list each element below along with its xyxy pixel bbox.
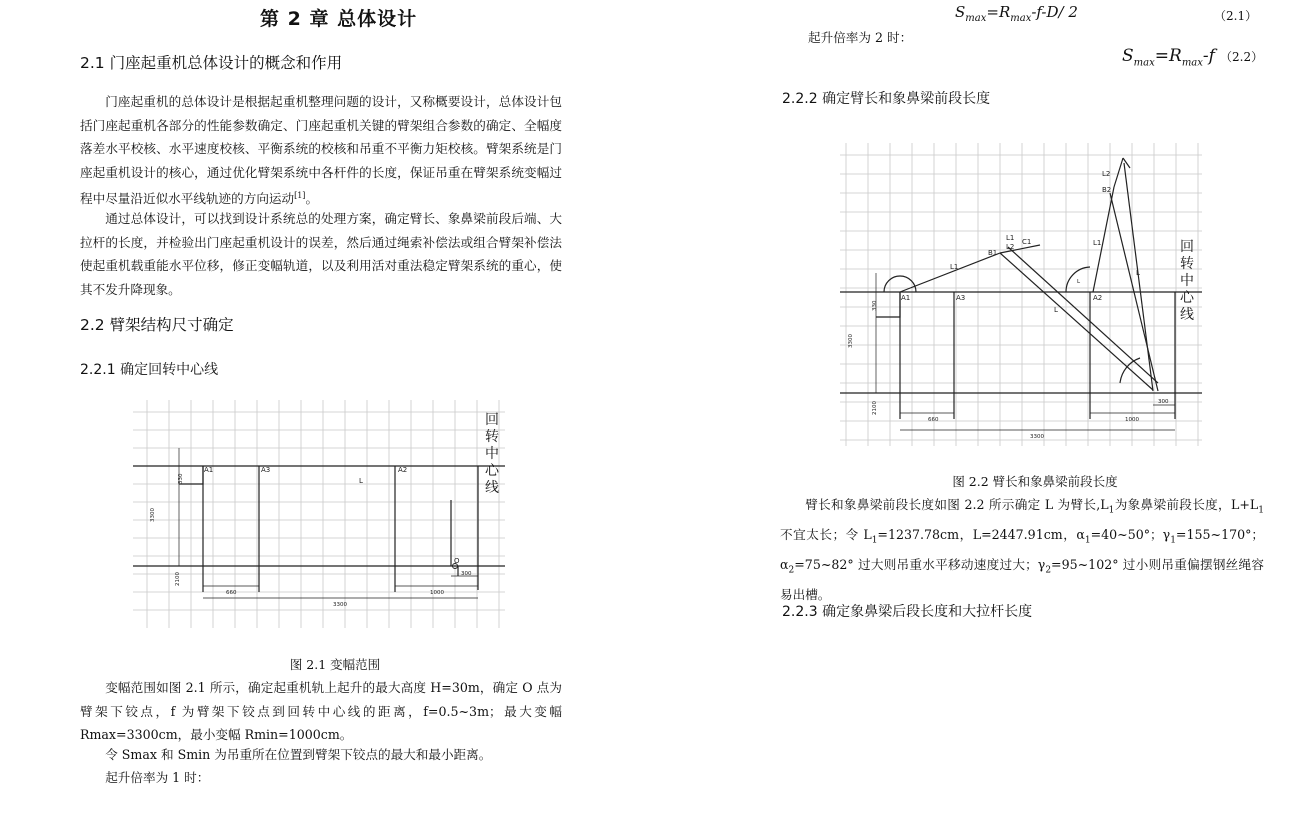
text-hoist-ratio-1: 起升倍率为 1 时： xyxy=(105,770,210,785)
section-2-1-heading: 2.1 门座起重机总体设计的概念和作用 xyxy=(80,54,343,72)
fig2-label-b1: B1 xyxy=(988,249,998,257)
section-2-2-1-heading: 2.2.1 确定回转中心线 xyxy=(80,362,219,378)
fig1-dim-330: 330 xyxy=(178,473,184,484)
fig2-dim-300: 300 xyxy=(1158,399,1169,405)
equation-2-1-number: （2.1） xyxy=(1214,9,1258,23)
fig1-dim-3300-v: 3300 xyxy=(150,508,156,522)
fig2-label-l-c: L xyxy=(1077,279,1081,285)
fig1-rotation-centerline-label: 回 转 中 心 线 xyxy=(485,412,499,496)
fig1-dim-1000: 1000 xyxy=(430,590,444,596)
fig2-dim-3300-v: 3300 xyxy=(848,334,854,348)
fig2-label-l1-b: L1 xyxy=(950,263,959,271)
fig1-dim-300: 300 xyxy=(461,571,472,577)
equation-2-2: $S_{max}=R_{max}-f$ （2.2） xyxy=(1122,46,1264,69)
fig1-label-a1: A1 xyxy=(204,466,214,474)
fig2-dim-2100: 2100 xyxy=(872,401,878,415)
figure-2-2-caption: 图 2.2 臂长和象鼻梁前段长度 xyxy=(952,474,1118,489)
fig1-label-a2: A2 xyxy=(398,466,408,474)
fig2-label-c1: C1 xyxy=(1022,238,1032,246)
fig2-label-l1-a: L1 xyxy=(1006,234,1015,242)
fig2-label-l-a: L xyxy=(1054,306,1058,314)
chapter-title: 第 2 章 总体设计 xyxy=(260,8,418,30)
luffing-range-drawing xyxy=(133,400,505,628)
fig1-label-a3: A3 xyxy=(261,466,271,474)
paragraph-boom-length: 臂长和象鼻梁前段长度如图 2.2 所示确定 L 为臂长$,L_1$为象鼻梁前段长度，$L+L_1$不宜太长；令 $L_1=1237.78cm$，L=2447.91cm，$\alpha_1=40\sim 50^\circ$；$\gamma_1=155\sim 170^\circ$；$\alpha_2=75\sim 82^\circ$ 过大则吊重水平移动速度过大；$\gamma_2=95\sim 102^\circ$ 过小则吊重偏摆钢丝绳容易出槽。 xyxy=(780,497,1265,603)
figure-2-1-caption: 图 2.1 变幅范围 xyxy=(289,657,381,672)
fig1-label-l: L xyxy=(359,477,363,485)
fig1-dim-660: 660 xyxy=(226,590,237,596)
boom-and-jib-drawing xyxy=(840,143,1202,446)
section-2-2-2-heading: 2.2.2 确定臂长和象鼻梁前段长度 xyxy=(782,91,991,107)
figure-boom-and-jib xyxy=(840,143,1202,446)
fig2-dim-1000: 1000 xyxy=(1125,417,1139,423)
fig2-rotation-centerline-label: 回 转 中 心 线 xyxy=(1180,239,1194,323)
fig2-label-b2: B2 xyxy=(1102,186,1112,194)
fig2-label-l2-a: L2 xyxy=(1006,243,1015,251)
fig1-label-o: O xyxy=(454,557,460,565)
fig2-dim-3300-h: 3300 xyxy=(1030,434,1044,440)
paragraph-design-solution: 通过总体设计，可以找到设计系统总的处理方案，确定臂长、象鼻梁前段后端、大拉杆的长度，并检验出门座起重机设计的误差，然后通过绳索补偿法或组合臂架补偿法使起重机载重能水平位移，修正变幅轨道，以及利用活对重法稳定臂架系统的重心，使其不发升降现象。 xyxy=(80,211,562,297)
paragraph-smax-smin: 令 Smax 和 Smin 为吊重所在位置到臂架下铰点的最大和最小距离。 xyxy=(105,747,492,762)
fig2-dim-660: 660 xyxy=(928,417,939,423)
paragraph-overall-design: 门座起重机的总体设计是根据起重机整理问题的设计，又称概要设计，总体设计包括门座起重机各部分的性能参数确定、门座起重机关键的臂架组合参数的确定、全幅度落差水平校核、水平速度校核、平衡系统的校核和吊重不平衡力矩校核。臂架系统是门座起重机设计的核心，通过优化臂架系统中各杆件的长度，保证吊重在臂架系统变幅过程中尽量沿近似水平线轨迹的方向运动[1]。 xyxy=(80,94,562,207)
fig2-label-l-b: L xyxy=(1136,269,1140,277)
paragraph-luffing-range: 变幅范围如图 2.1 所示，确定起重机轨上起升的最大高度 H=30m，确定 O 点为臂架下铰点，f 为臂架下铰点到回转中心线的距离，f=0.5~3m；最大变幅 Rmax=3300cm，最小变幅 Rmin=1000cm。 xyxy=(80,680,562,742)
equation-2-1: $S_{max}=R_{max}-f-D/$ 2 xyxy=(955,3,1078,24)
fig2-label-a2: A2 xyxy=(1093,294,1103,302)
section-2-2-heading: 2.2 臂架结构尺寸确定 xyxy=(80,316,234,334)
figure-luffing-range xyxy=(133,400,505,628)
fig2-label-l1-c: L1 xyxy=(1093,239,1102,247)
fig2-label-a3: A3 xyxy=(956,294,966,302)
fig1-dim-2100: 2100 xyxy=(175,572,181,586)
text-hoist-ratio-2: 起升倍率为 2 时： xyxy=(808,30,913,45)
section-2-2-3-heading: 2.2.3 确定象鼻梁后段长度和大拉杆长度 xyxy=(782,604,1033,620)
fig2-label-a1: A1 xyxy=(901,294,911,302)
fig2-dim-330: 330 xyxy=(872,300,878,311)
fig1-dim-3300-h: 3300 xyxy=(333,602,347,608)
fig2-label-l2-b: L2 xyxy=(1102,170,1111,178)
